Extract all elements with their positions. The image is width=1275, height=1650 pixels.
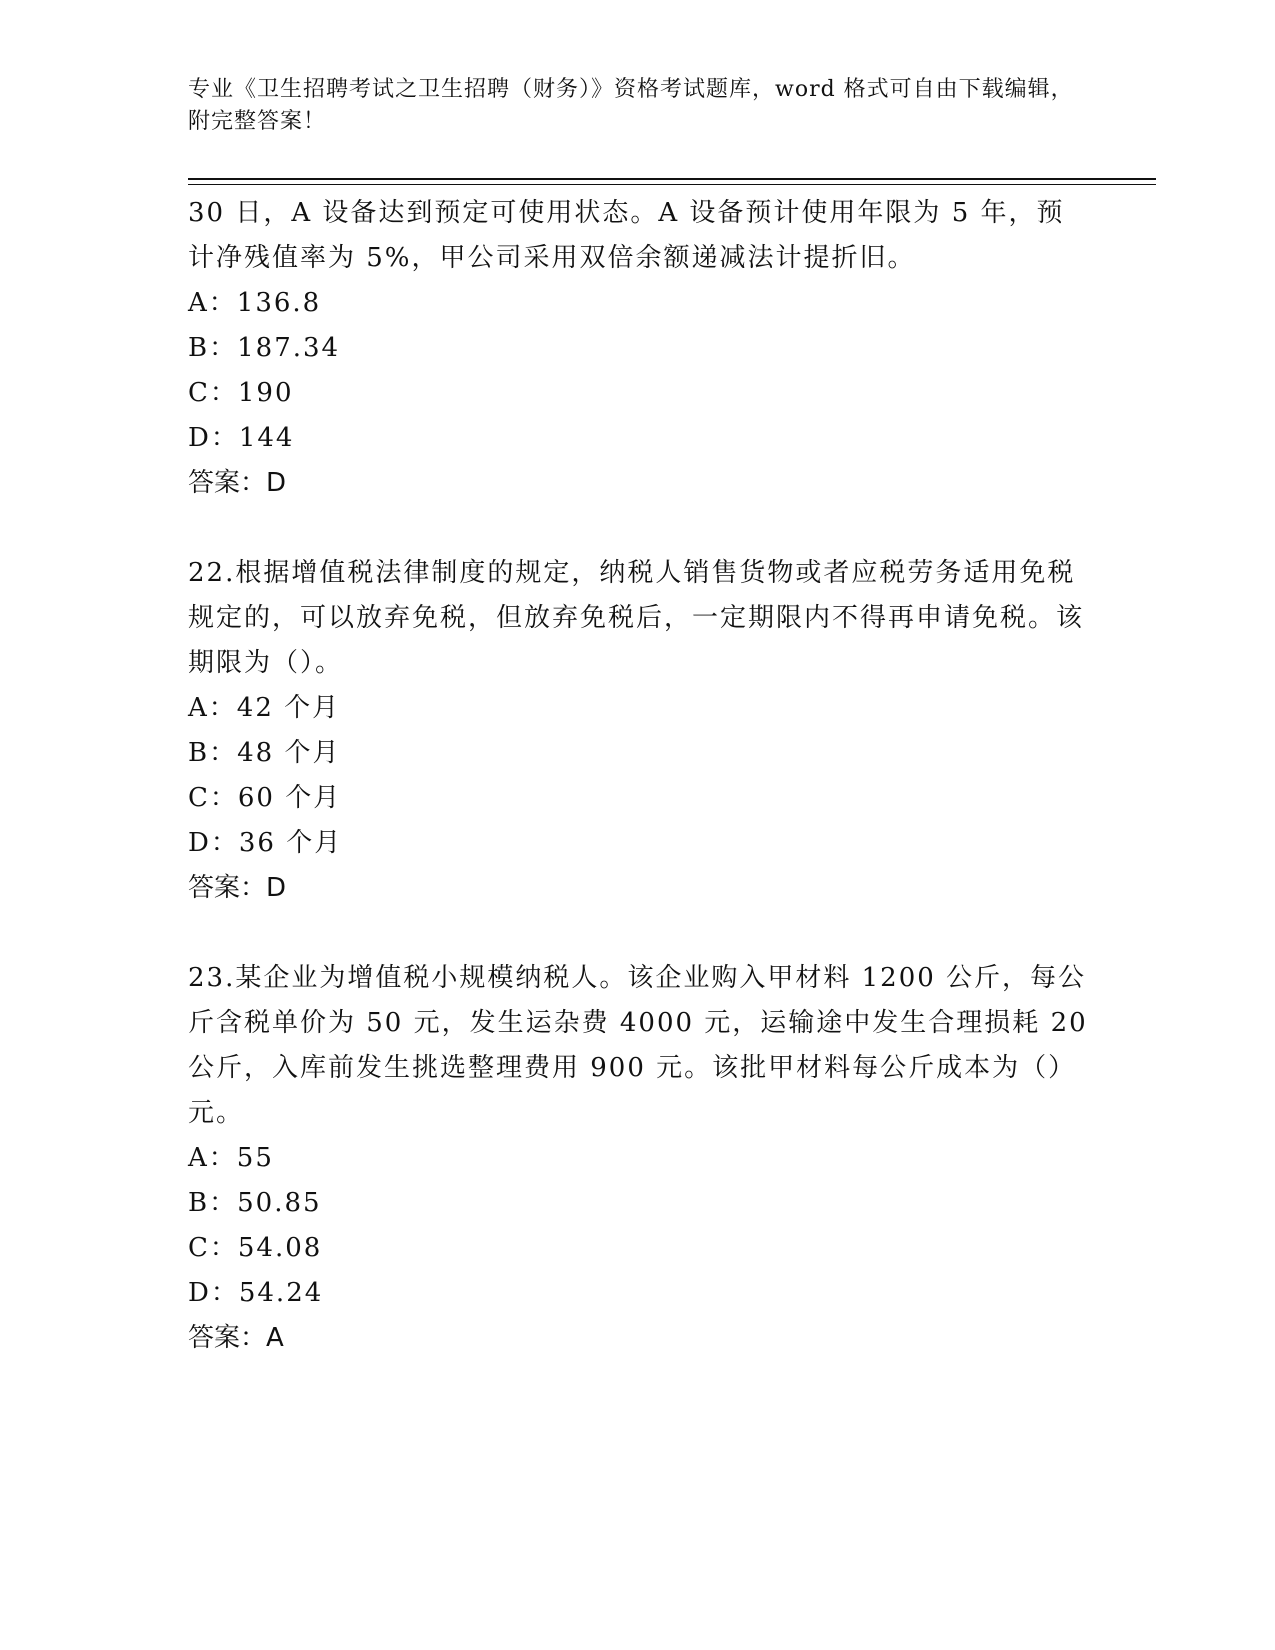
option-a: A：136.8 [188,288,322,318]
option-c: C：54.08 [188,1233,323,1263]
option-d: D：144 [188,423,295,453]
option-b: B：48 个月 [188,738,341,768]
option-a: A：42 个月 [188,693,341,723]
question-block [188,956,1088,1361]
option-a: A：55 [188,1143,274,1173]
question-block [188,191,1088,506]
option-c: C：190 [188,378,294,408]
answer-line: 答案：A [188,1323,284,1353]
page-header: 专业《卫生招聘考试之卫生招聘（财务）》资格考试题库，word 格式可自由下载编辑，附完整答案！ [188,77,1074,134]
answer-line: 答案：D [188,873,287,903]
option-d: D：36 个月 [188,828,343,858]
option-d: D：54.24 [188,1278,324,1308]
option-c: C：60 个月 [188,783,342,813]
question-list [188,191,1088,1361]
option-b: B：50.85 [188,1188,322,1218]
option-b: B：187.34 [188,333,341,363]
answer-line: 答案：D [188,468,287,498]
question-text: 30 日，A 设备达到预定可使用状态。A 设备预计使用年限为 5 年，预计净残值率为 5%，甲公司采用双倍余额递减法计提折旧。 [188,198,1065,273]
question-text: 22.根据增值税法律制度的规定，纳税人销售货物或者应税劳务适用免税规定的，可以放弃免税，但放弃免税后，一定期限内不得再申请免税。该期限为（）。 [188,558,1085,678]
question-block [188,551,1088,911]
header-rule-thin [188,184,1156,185]
question-text: 23.某企业为增值税小规模纳税人。该企业购入甲材料 1200 公斤，每公斤含税单价为 50 元，发生运杂费 4000 元，运输途中发生合理损耗 20 公斤，入库前发生挑选整理费用 900 元。该批甲材料每公斤成本为（）元。 [188,963,1088,1128]
header-rule-thick [188,178,1156,180]
